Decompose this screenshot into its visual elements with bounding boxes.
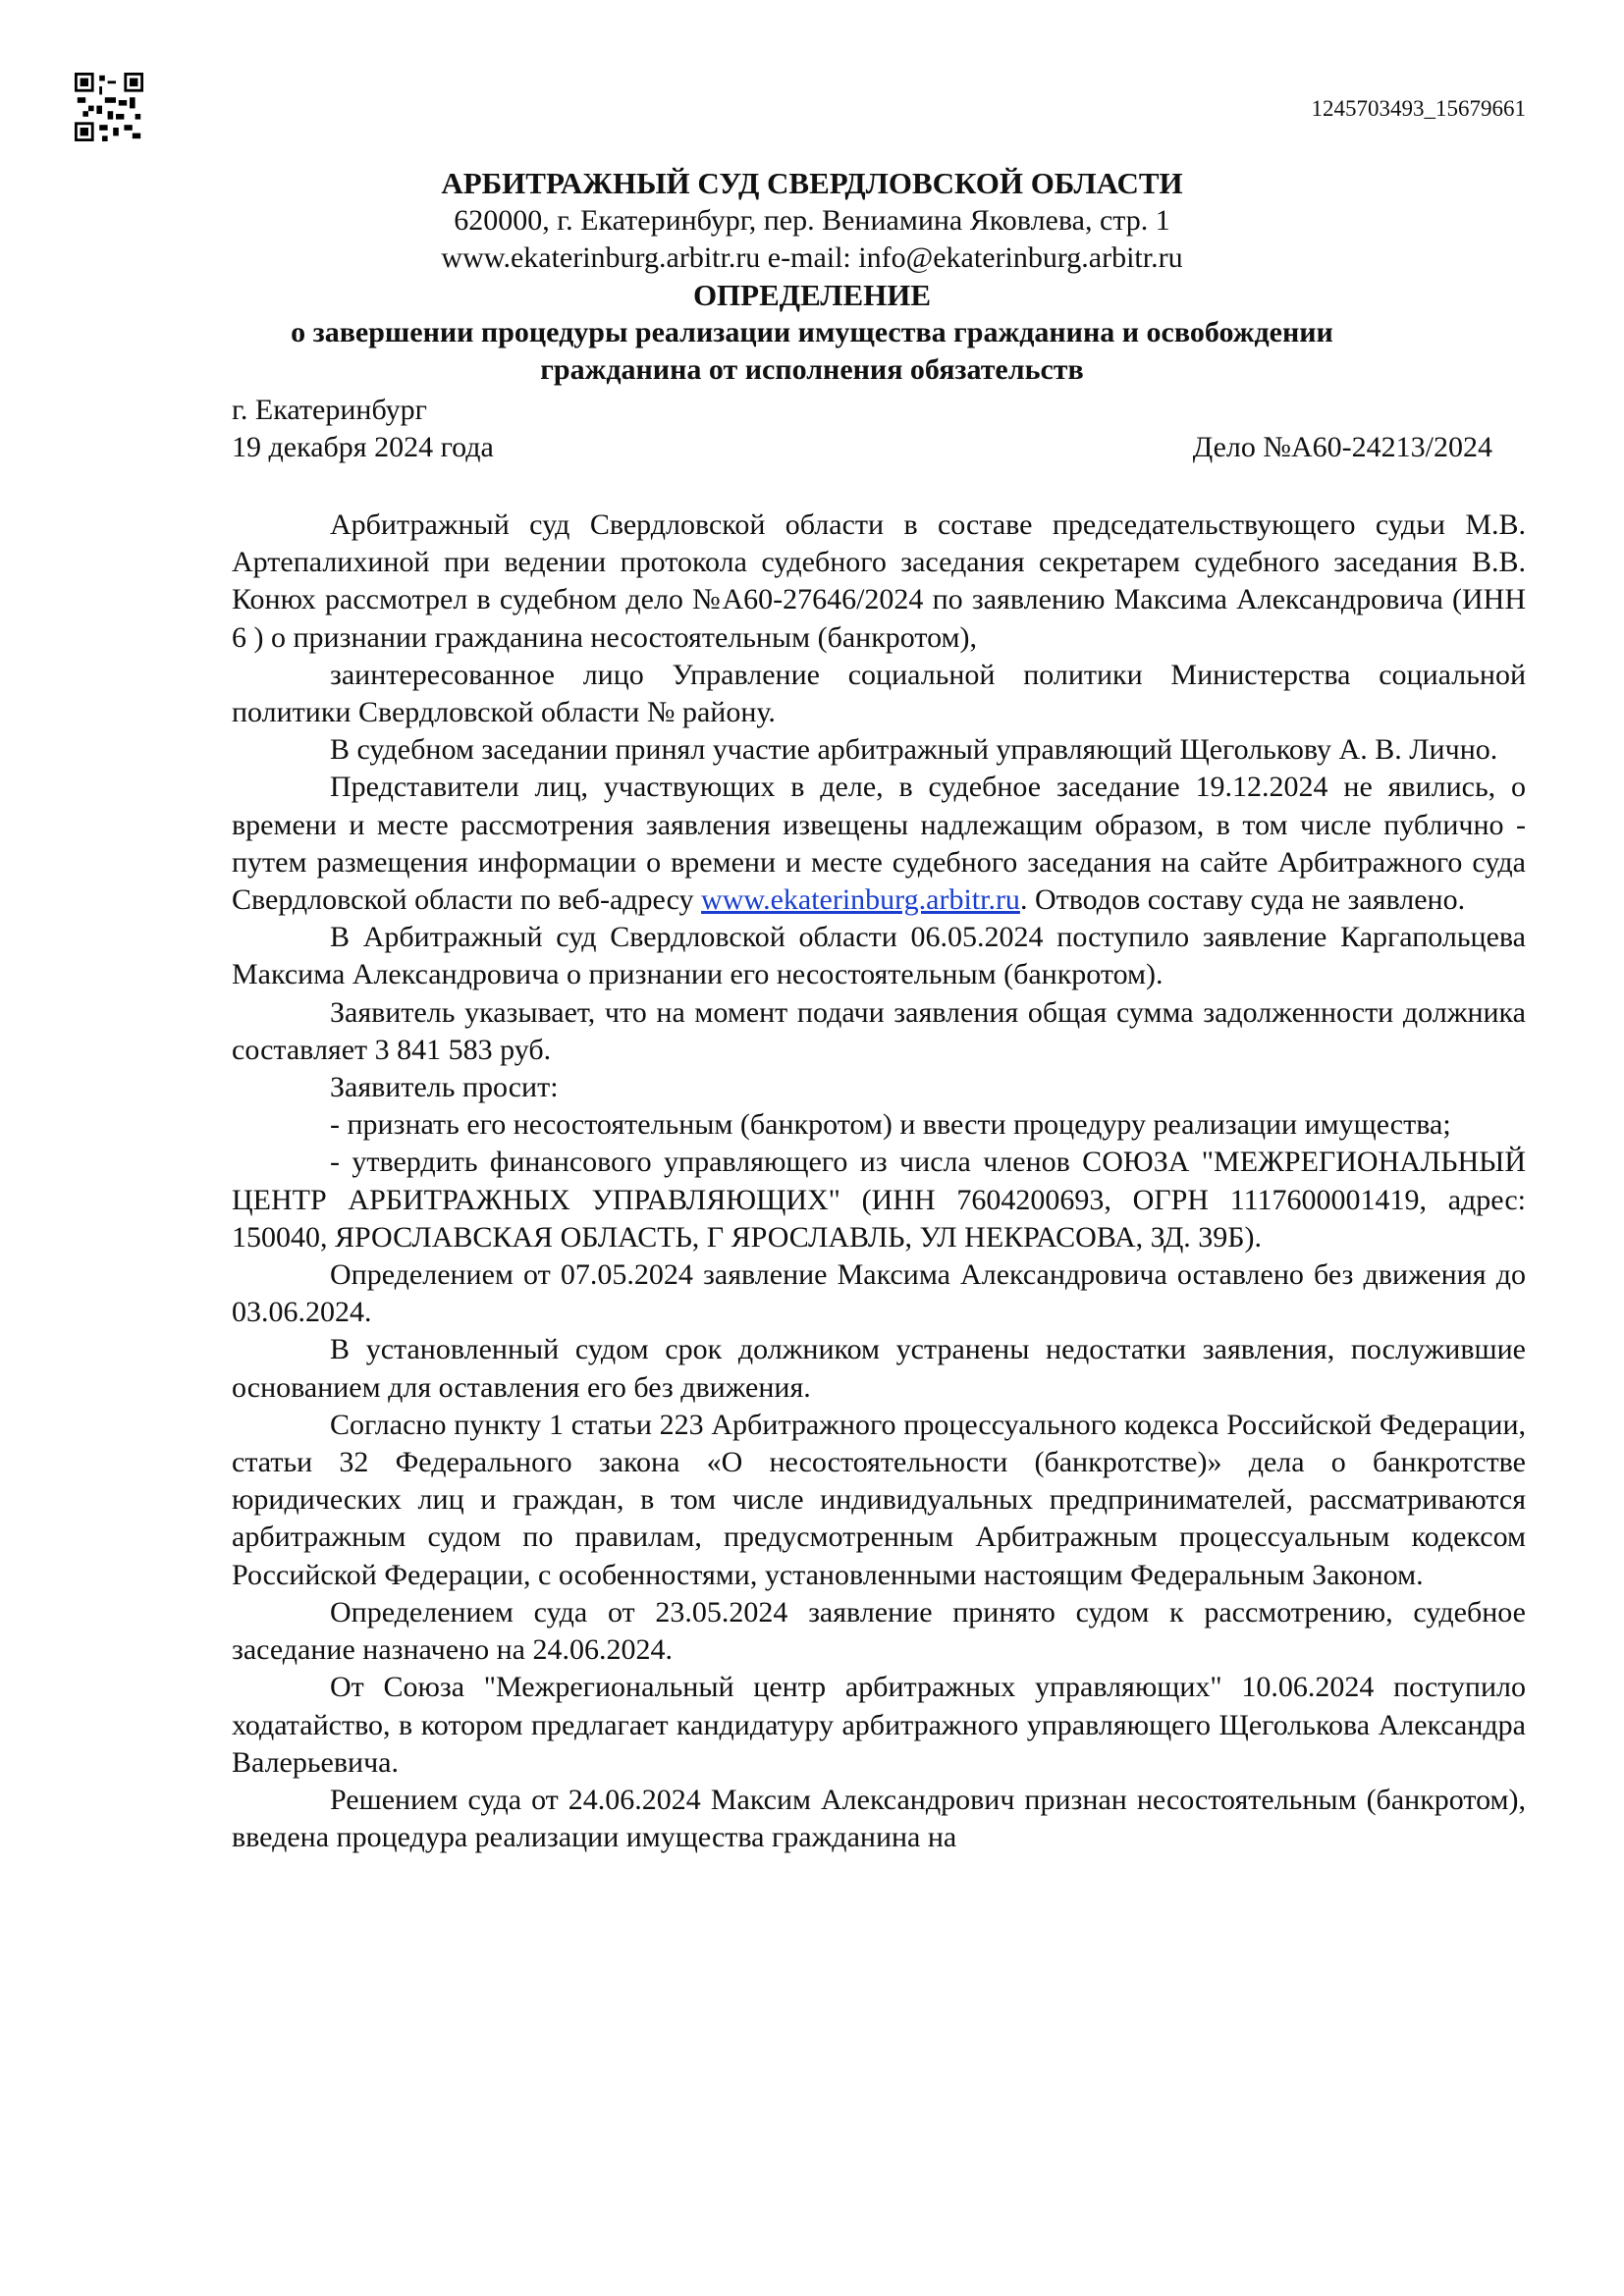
document-header — [0, 165, 1624, 389]
document-type: ОПРЕДЕЛЕНИЕ — [692, 278, 932, 312]
court-name: АРБИТРАЖНЫЙ СУД СВЕРДЛОВСКОЙ ОБЛАСТИ — [441, 166, 1183, 200]
paragraph — [232, 769, 1526, 919]
court-website-link[interactable]: www.ekaterinburg.arbitr.ru — [701, 883, 1020, 917]
paragraph: В судебном заседании принял участие арбитражный управляющий Щеголькову А. В. Лично. — [330, 733, 1498, 767]
court-contacts: www.ekaterinburg.arbitr.ru e-mail: info@ekaterinburg.arbitr.ru — [441, 241, 1183, 274]
paragraph: заинтересованное лицо Управление социальной политики Министерства социальной политики Свердловской области № району. — [232, 658, 1526, 729]
document-meta — [232, 392, 1492, 466]
paragraph: Арбитражный суд Свердловской области в составе председательствующего судьи М.В. Артепалихиной при ведении протокола судебного заседания секретарем судебного заседания В.В. Конюх рассмотрел в судебном дело №А60-27646/2024 по заявлению Максима Александровича (ИНН 6 ) о признании гражданина несостоятельным (банкротом), — [232, 508, 1526, 654]
document-body — [232, 507, 1526, 1856]
document-subject-line-2: гражданина от исполнения обязательств — [540, 353, 1084, 386]
court-address: 620000, г. Екатеринбург, пер. Вениамина Яковлева, стр. 1 — [454, 204, 1170, 237]
paragraph: Заявитель просит: — [330, 1071, 559, 1104]
document-id: 1245703493_15679661 — [1311, 96, 1526, 121]
paragraph: Заявитель указывает, что на момент подачи заявления общая сумма задолженности должника составляет 3 841 583 руб. — [232, 995, 1526, 1066]
case-number: Дело №А60-24213/2024 — [1192, 431, 1492, 463]
paragraph: Определением суда от 23.05.2024 заявление принято судом к рассмотрению, судебное заседание назначено на 24.06.2024. — [232, 1595, 1526, 1667]
qr-code — [75, 73, 143, 141]
paragraph: - признать его несостоятельным (банкротом) и ввести процедуру реализации имущества; — [330, 1108, 1451, 1142]
paragraph: - утвердить финансового управляющего из числа членов СОЮЗА "МЕЖРЕГИОНАЛЬНЫЙ ЦЕНТР АРБИТРАЖНЫХ УПРАВЛЯЮЩИХ" (ИНН 7604200693, ОГРН 1117600001419, адрес: 150040, ЯРОСЛАВСКАЯ ОБЛАСТЬ, Г ЯРОСЛАВЛЬ, УЛ НЕКРАСОВА, ЗД. 39Б). — [232, 1146, 1526, 1254]
paragraph-text: . Отводов составу суда не заявлено. — [1019, 883, 1466, 917]
date: 19 декабря 2024 года — [232, 431, 494, 463]
paragraph: Определением от 07.05.2024 заявление Максима Александровича оставлено без движения до 03.06.2024. — [232, 1258, 1526, 1329]
paragraph-text: Представители лиц, участвующих в деле, в судебное заседание 19.12.2024 не явились, о времени и месте рассмотрения заявления извещены надлежащим образом, в том числе публично - путем размещения информации о времени и месте судебного заседания на сайте Арбитражного суда Свердловской области по веб-адресу — [232, 771, 1526, 917]
paragraph: Решением суда от 24.06.2024 Максим Александрович признан несостоятельным (банкротом), введена процедура реализации имущества гражданина на — [232, 1783, 1526, 1854]
paragraph: От Союза "Межрегиональный центр арбитражных управляющих" 10.06.2024 поступило ходатайство, в котором предлагает кандидатуру арбитражного управляющего Щеголькова Александра Валерьевича. — [232, 1671, 1526, 1779]
paragraph: В Арбитражный суд Свердловской области 06.05.2024 поступило заявление Каргапольцева Максима Александровича о признании его несостоятельным (банкротом). — [232, 921, 1526, 991]
paragraph: Согласно пункту 1 статьи 223 Арбитражного процессуального кодекса Российской Федерации, статьи 32 Федерального закона «О несостоятельности (банкротстве)» дела о банкротстве юридических лиц и граждан, в том числе индивидуальных предпринимателей, рассматриваются арбитражным судом по правилам, предусмотренным Арбитражным процессуальным кодексом Российской Федерации, с особенностями, установленными настоящим Федеральным Законом. — [232, 1408, 1526, 1591]
city: г. Екатеринбург — [232, 394, 427, 426]
paragraph: В установленный судом срок должником устранены недостатки заявления, послужившие основанием для оставления его без движения. — [232, 1333, 1526, 1404]
document-subject-line-1: о завершении процедуры реализации имущества гражданина и освобождении — [291, 316, 1333, 348]
